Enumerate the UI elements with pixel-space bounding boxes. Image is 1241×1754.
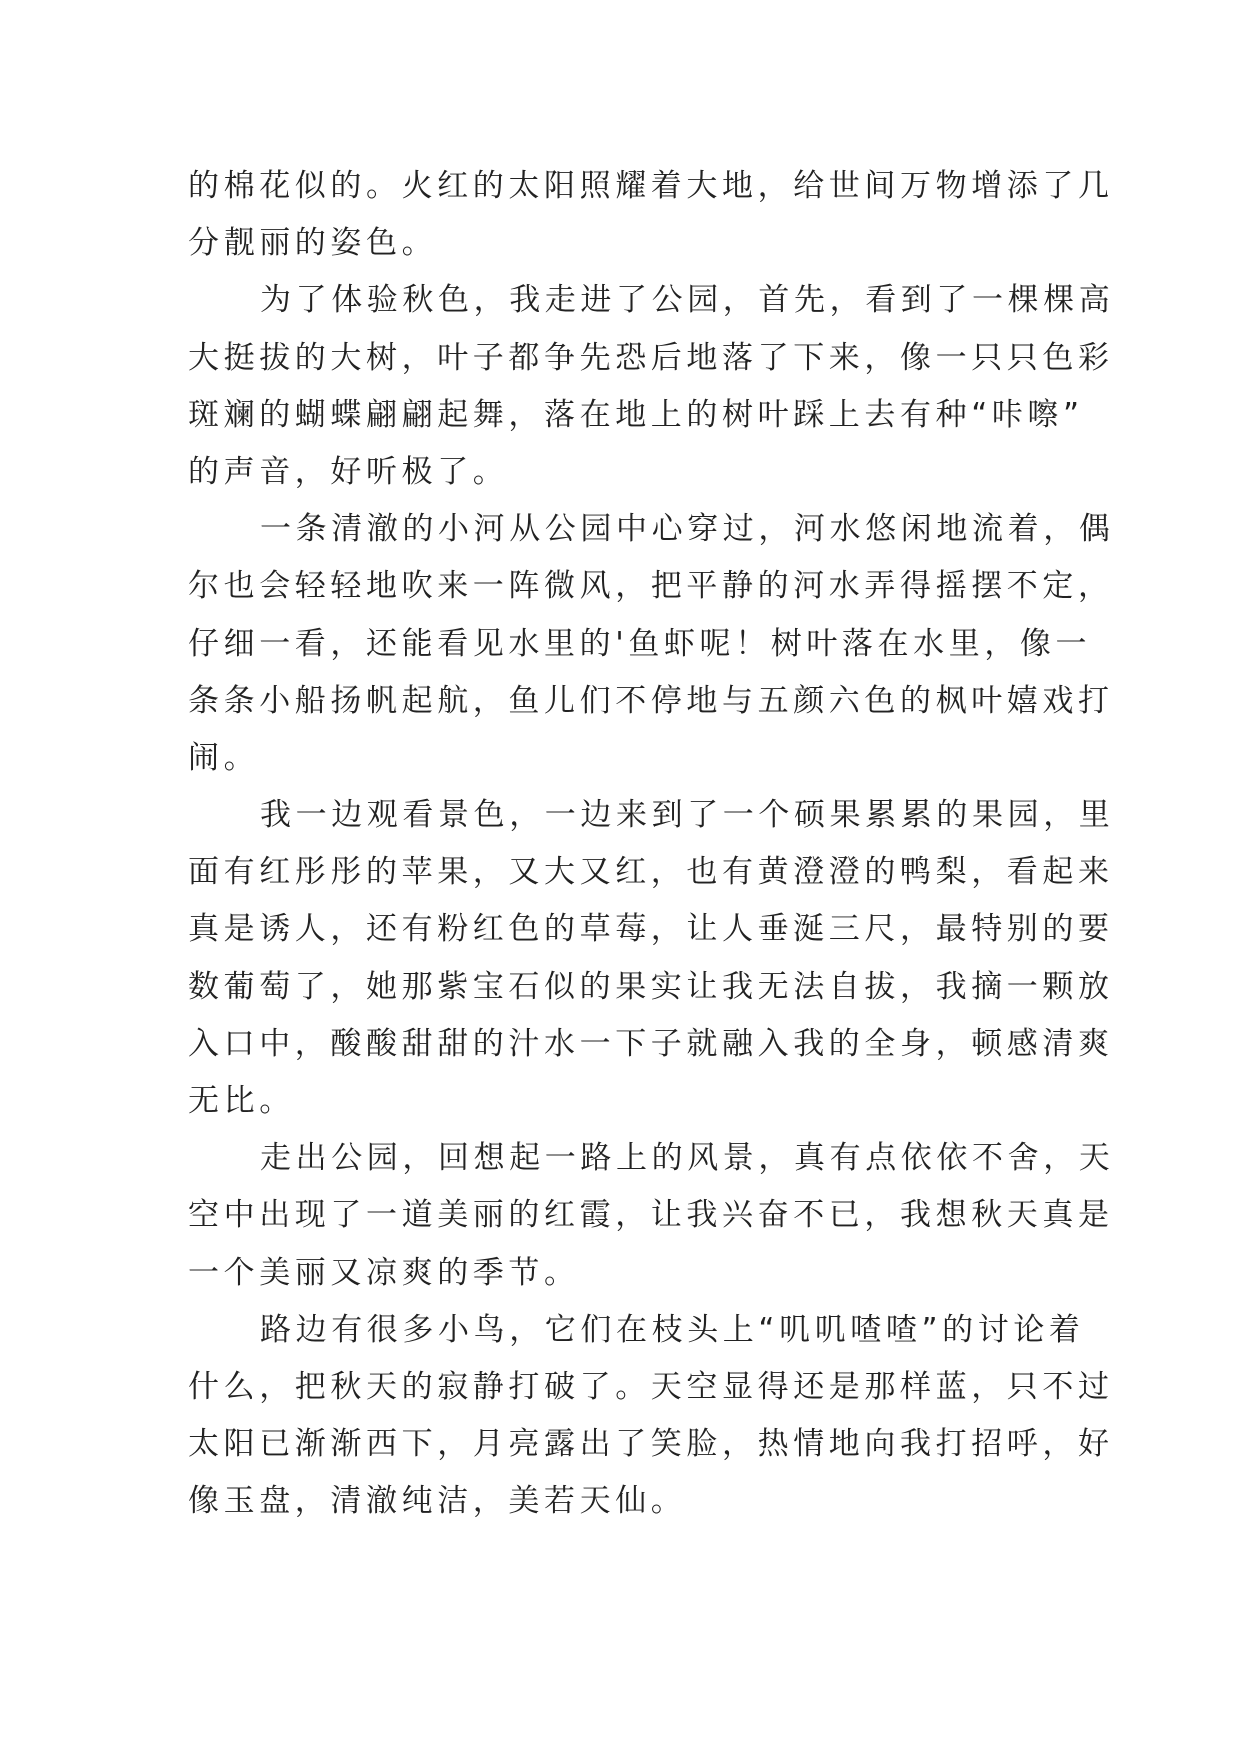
text-line: 太阳已渐渐西下，月亮露出了笑脸，热情地向我打招呼，好 (188, 1426, 1114, 1463)
text-line: 斑斓的蝴蝶翩翩起舞，落在地上的树叶踩上去有种“咔嚓” (188, 396, 1084, 433)
text-line: 像玉盘，清澈纯洁，美若天仙。 (188, 1483, 687, 1520)
text-line: 无比。 (188, 1083, 295, 1119)
text-line: 条条小船扬帆起航，鱼儿们不停地与五颜六色的枫叶嬉戏打 (188, 682, 1114, 719)
text-line: 一个美丽又凉爽的季节。 (188, 1254, 580, 1291)
paragraph-first-line: 路边有很多小鸟，它们在枝头上“叽叽喳喳”的讨论着 (260, 1311, 1085, 1348)
document-body (188, 158, 1115, 1531)
text-line: 的声音，好听极了。 (188, 453, 509, 490)
text-line: 大挺拔的大树，叶子都争先恐后地落了下来，像一只只色彩 (188, 339, 1114, 376)
text-line: 入口中，酸酸甜甜的汁水一下子就融入我的全身，顿感清爽 (188, 1025, 1114, 1062)
text-line: 的棉花似的。火红的太阳照耀着大地，给世间万物增添了几 (188, 168, 1114, 204)
text-line: 什么，把秋天的寂静打破了。天空显得还是那样蓝，只不过 (188, 1368, 1114, 1405)
text-line: 仔细一看，还能看见水里的'鱼虾呢！树叶落在水里，像一 (188, 625, 1092, 662)
text-line: 空中出现了一道美丽的红霞，让我兴奋不已，我想秋天真是 (188, 1197, 1114, 1234)
paragraph-first-line: 我一边观看景色，一边来到了一个硕果累累的果园，里 (260, 797, 1115, 834)
text-line: 分靓丽的姿色。 (188, 225, 438, 262)
paragraph-first-line: 走出公园，回想起一路上的风景，真有点依依不舍，天 (260, 1140, 1115, 1177)
text-line: 真是诱人，还有粉红色的草莓，让人垂涎三尺，最特别的要 (188, 911, 1114, 948)
text-line: 数葡萄了，她那紫宝石似的果实让我无法自拔，我摘一颗放 (188, 968, 1114, 1005)
paragraph-first-line: 为了体验秋色，我走进了公园，首先，看到了一棵棵高 (260, 282, 1115, 319)
text-line: 闹。 (188, 739, 260, 776)
paragraph-first-line: 一条清澈的小河从公园中心穿过，河水悠闲地流着，偶 (260, 511, 1115, 548)
text-line: 面有红彤彤的苹果，又大又红，也有黄澄澄的鸭梨，看起来 (188, 854, 1114, 891)
text-line: 尔也会轻轻地吹来一阵微风，把平静的河水弄得摇摆不定， (188, 568, 1114, 605)
